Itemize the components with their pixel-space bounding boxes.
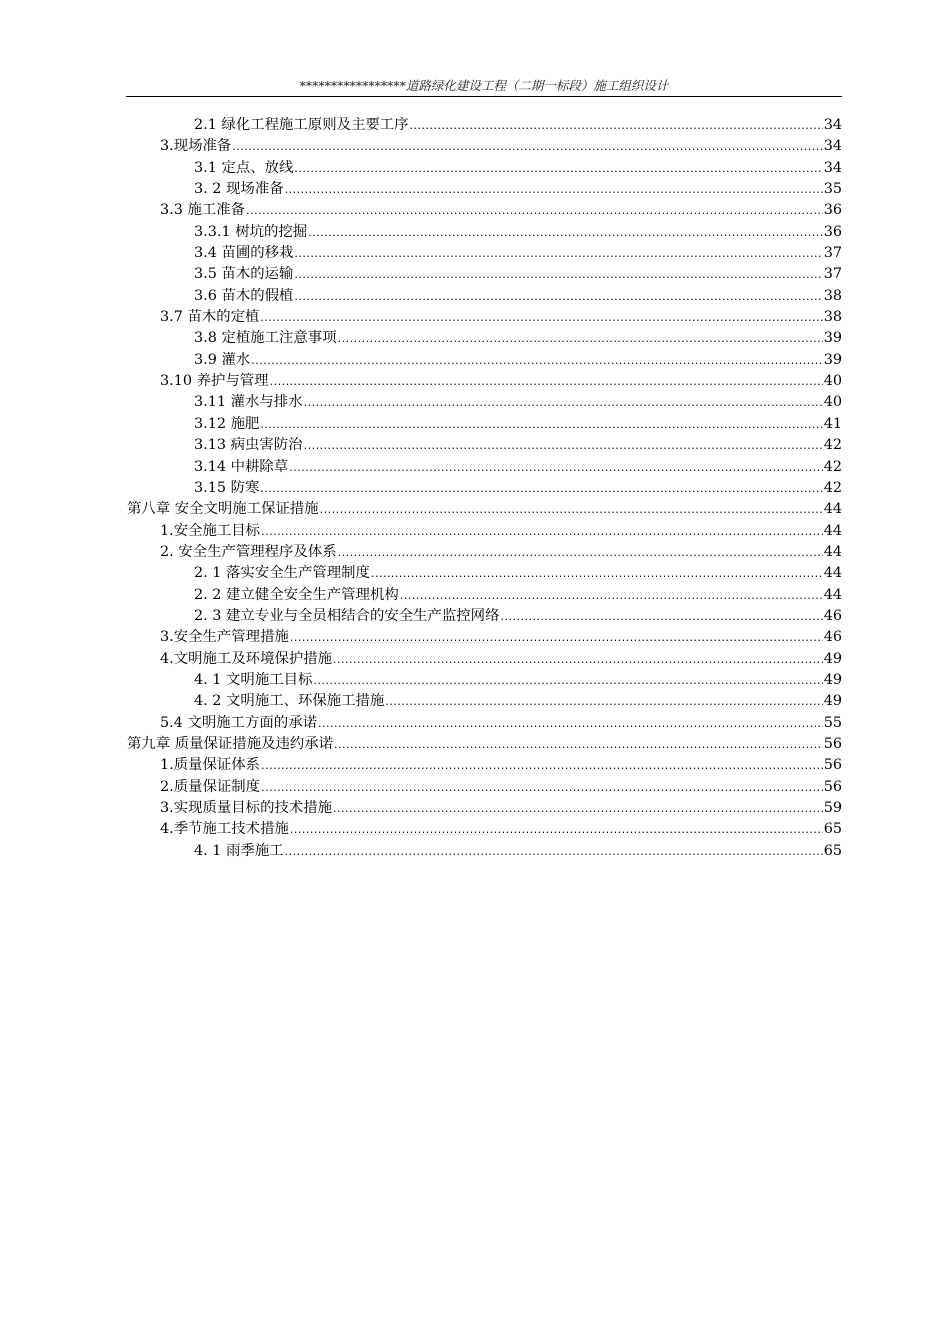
toc-entry-title: 4. 1 雨季施工 — [194, 842, 284, 859]
toc-entry[interactable] — [127, 222, 842, 243]
toc-entry-title: 3.7 苗木的定植 — [160, 309, 260, 326]
toc-dot-leader — [260, 478, 822, 499]
toc-page-number: 44 — [823, 543, 842, 560]
toc-dot-leader — [371, 563, 823, 584]
toc-dot-leader — [313, 670, 822, 691]
toc-dot-leader — [385, 691, 822, 712]
toc-dot-leader — [500, 606, 822, 627]
toc-entry-title: 第九章 质量保证措施及违约承诺 — [127, 735, 334, 752]
toc-dot-leader — [304, 435, 823, 456]
toc-entry[interactable] — [127, 755, 842, 776]
toc-page-number: 56 — [823, 778, 842, 795]
toc-entry-title: 3.实现质量目标的技术措施 — [160, 800, 333, 816]
toc-entry-title: 4.文明施工及环境保护措施 — [160, 650, 333, 667]
toc-entry-title: 3.8 定植施工注意事项 — [194, 330, 337, 347]
toc-entry[interactable] — [127, 563, 842, 584]
toc-entry-title: 第八章 安全文明施工保证措施 — [127, 501, 319, 518]
toc-entry[interactable] — [127, 392, 842, 413]
toc-dot-leader — [304, 392, 823, 413]
toc-entry[interactable] — [127, 734, 842, 755]
toc-dot-leader — [410, 115, 823, 136]
toc-entry[interactable] — [127, 606, 842, 627]
toc-entry[interactable] — [127, 264, 842, 285]
toc-page-number: 42 — [823, 437, 842, 454]
toc-entry[interactable] — [127, 371, 842, 392]
toc-entry-title: 3.14 中耕除草 — [194, 458, 289, 475]
toc-dot-leader — [290, 627, 823, 648]
toc-dot-leader — [261, 755, 823, 776]
toc-page-number: 46 — [823, 629, 842, 646]
toc-dot-leader — [285, 841, 823, 862]
toc-entry-title: 2. 3 建立专业与全员相结合的安全生产监控网络 — [194, 607, 500, 624]
toc-page-number: 34 — [823, 138, 842, 155]
toc-dot-leader — [338, 328, 823, 349]
toc-entry[interactable] — [127, 649, 842, 670]
toc-page-number: 44 — [823, 522, 842, 539]
toc-dot-leader — [294, 243, 822, 264]
toc-page-number: 39 — [823, 351, 842, 368]
toc-entry[interactable] — [127, 819, 842, 840]
toc-entry-title: 2. 安全生产管理程序及体系 — [160, 543, 337, 560]
toc-dot-leader — [308, 222, 823, 243]
toc-page-number: 36 — [823, 223, 842, 240]
toc-entry-title: 4. 2 文明施工、环保施工措施 — [194, 693, 385, 710]
toc-entry[interactable] — [127, 713, 842, 734]
toc-entry-title: 3.4 苗圃的移栽 — [194, 245, 294, 262]
toc-entry-title: 3. 2 现场准备 — [194, 181, 284, 198]
toc-entry-title: 3.5 苗木的运输 — [194, 266, 294, 283]
toc-page-number: 41 — [823, 415, 842, 432]
toc-page-number: 39 — [823, 330, 842, 347]
toc-entry[interactable] — [127, 777, 842, 798]
toc-dot-leader — [333, 798, 823, 819]
toc-page-number: 35 — [823, 181, 842, 198]
toc-entry-title: 3.安全生产管理措施 — [160, 629, 289, 646]
toc-dot-leader — [290, 819, 823, 840]
toc-dot-leader — [261, 777, 823, 798]
toc-entry-title: 3.3.1 树坑的挖掘 — [194, 223, 308, 240]
toc-entry[interactable] — [127, 200, 842, 221]
toc-dot-leader — [289, 457, 823, 478]
toc-entry[interactable] — [127, 457, 842, 478]
toc-entry[interactable] — [127, 499, 842, 520]
toc-page-number: 65 — [823, 842, 842, 859]
toc-page-number: 46 — [823, 607, 842, 624]
toc-entry[interactable] — [127, 350, 842, 371]
toc-entry[interactable] — [127, 243, 842, 264]
toc-dot-leader — [294, 286, 822, 307]
toc-dot-leader — [270, 371, 823, 392]
toc-entry-title: 3.3 施工准备 — [160, 202, 246, 219]
toc-page-number: 49 — [823, 650, 842, 667]
toc-page-number: 44 — [823, 501, 842, 518]
toc-dot-leader — [294, 158, 822, 179]
table-of-contents — [127, 115, 842, 862]
toc-page-number: 56 — [823, 757, 842, 774]
toc-dot-leader — [251, 350, 822, 371]
toc-entry[interactable] — [127, 158, 842, 179]
toc-page-number: 34 — [823, 159, 842, 176]
toc-dot-leader — [318, 713, 823, 734]
toc-entry[interactable] — [127, 136, 842, 157]
toc-entry[interactable] — [127, 115, 842, 136]
toc-entry-title: 5.4 文明施工方面的承诺 — [160, 714, 317, 731]
toc-page-number: 38 — [823, 287, 842, 304]
toc-page-number: 42 — [823, 479, 842, 496]
toc-page-number: 56 — [823, 735, 842, 752]
toc-page-number: 34 — [823, 117, 842, 133]
toc-page-number: 49 — [823, 671, 842, 688]
toc-dot-leader — [260, 307, 822, 328]
toc-entry-title: 4.季节施工技术措施 — [160, 821, 289, 838]
toc-entry[interactable] — [127, 478, 842, 499]
toc-entry-title: 3.11 灌水与排水 — [194, 394, 303, 411]
toc-page-number: 55 — [823, 714, 842, 731]
toc-page-number: 36 — [823, 202, 842, 219]
toc-dot-leader — [338, 542, 823, 563]
toc-entry[interactable] — [127, 691, 842, 712]
toc-entry-title: 2.质量保证制度 — [160, 778, 261, 795]
toc-entry-title: 1.质量保证体系 — [160, 757, 261, 774]
toc-entry-title: 3.13 病虫害防治 — [194, 437, 303, 454]
toc-entry[interactable] — [127, 521, 842, 542]
toc-dot-leader — [232, 136, 822, 157]
toc-page-number: 37 — [823, 266, 842, 283]
toc-entry[interactable] — [127, 286, 842, 307]
page-header: *****************道路绿化建设工程（二期一标段）施工组织设计 — [126, 76, 842, 97]
toc-entry-title: 3.6 苗木的假植 — [194, 287, 294, 304]
toc-page-number: 38 — [823, 309, 842, 326]
toc-dot-leader — [320, 499, 823, 520]
toc-entry-title: 3.现场准备 — [160, 138, 232, 155]
toc-dot-leader — [294, 264, 822, 285]
toc-entry[interactable] — [127, 414, 842, 435]
toc-page-number: 42 — [823, 458, 842, 475]
toc-entry-title: 3.9 灌水 — [194, 351, 251, 368]
toc-page-number: 44 — [823, 586, 842, 603]
toc-dot-leader — [334, 734, 823, 755]
toc-entry[interactable] — [127, 585, 842, 606]
toc-entry[interactable] — [127, 328, 842, 349]
toc-entry-title: 3.15 防寒 — [194, 479, 260, 496]
toc-page-number: 40 — [823, 394, 842, 411]
toc-page-number: 49 — [823, 693, 842, 710]
toc-entry-title: 2. 1 落实安全生产管理制度 — [194, 565, 370, 582]
toc-entry[interactable] — [127, 435, 842, 456]
toc-entry[interactable] — [127, 307, 842, 328]
toc-dot-leader — [285, 179, 823, 200]
toc-dot-leader — [260, 414, 822, 435]
toc-entry[interactable] — [127, 670, 842, 691]
toc-entry[interactable] — [127, 841, 842, 862]
toc-entry[interactable] — [127, 179, 842, 200]
toc-entry-title: 3.10 养护与管理 — [160, 373, 269, 390]
toc-entry[interactable] — [127, 542, 842, 563]
toc-page-number: 44 — [823, 565, 842, 582]
toc-page-number: 40 — [823, 373, 842, 390]
toc-entry-title: 1.安全施工目标 — [160, 522, 261, 539]
toc-entry-title: 3.1 定点、放线 — [194, 159, 294, 176]
toc-page-number: 59 — [823, 800, 842, 816]
toc-page-number: 65 — [823, 821, 842, 838]
toc-entry-title: 4. 1 文明施工目标 — [194, 671, 313, 688]
toc-dot-leader — [246, 200, 823, 221]
toc-dot-leader — [333, 649, 823, 670]
toc-entry-title: 2. 2 建立健全安全生产管理机构 — [194, 586, 399, 603]
toc-entry-title: 3.12 施肥 — [194, 415, 260, 432]
toc-page-number: 37 — [823, 245, 842, 262]
toc-entry[interactable] — [127, 627, 842, 648]
toc-dot-leader — [261, 521, 823, 542]
toc-dot-leader — [400, 585, 823, 606]
toc-entry-title: 2.1 绿化工程施工原则及主要工序 — [194, 117, 409, 133]
toc-entry[interactable] — [127, 798, 842, 819]
